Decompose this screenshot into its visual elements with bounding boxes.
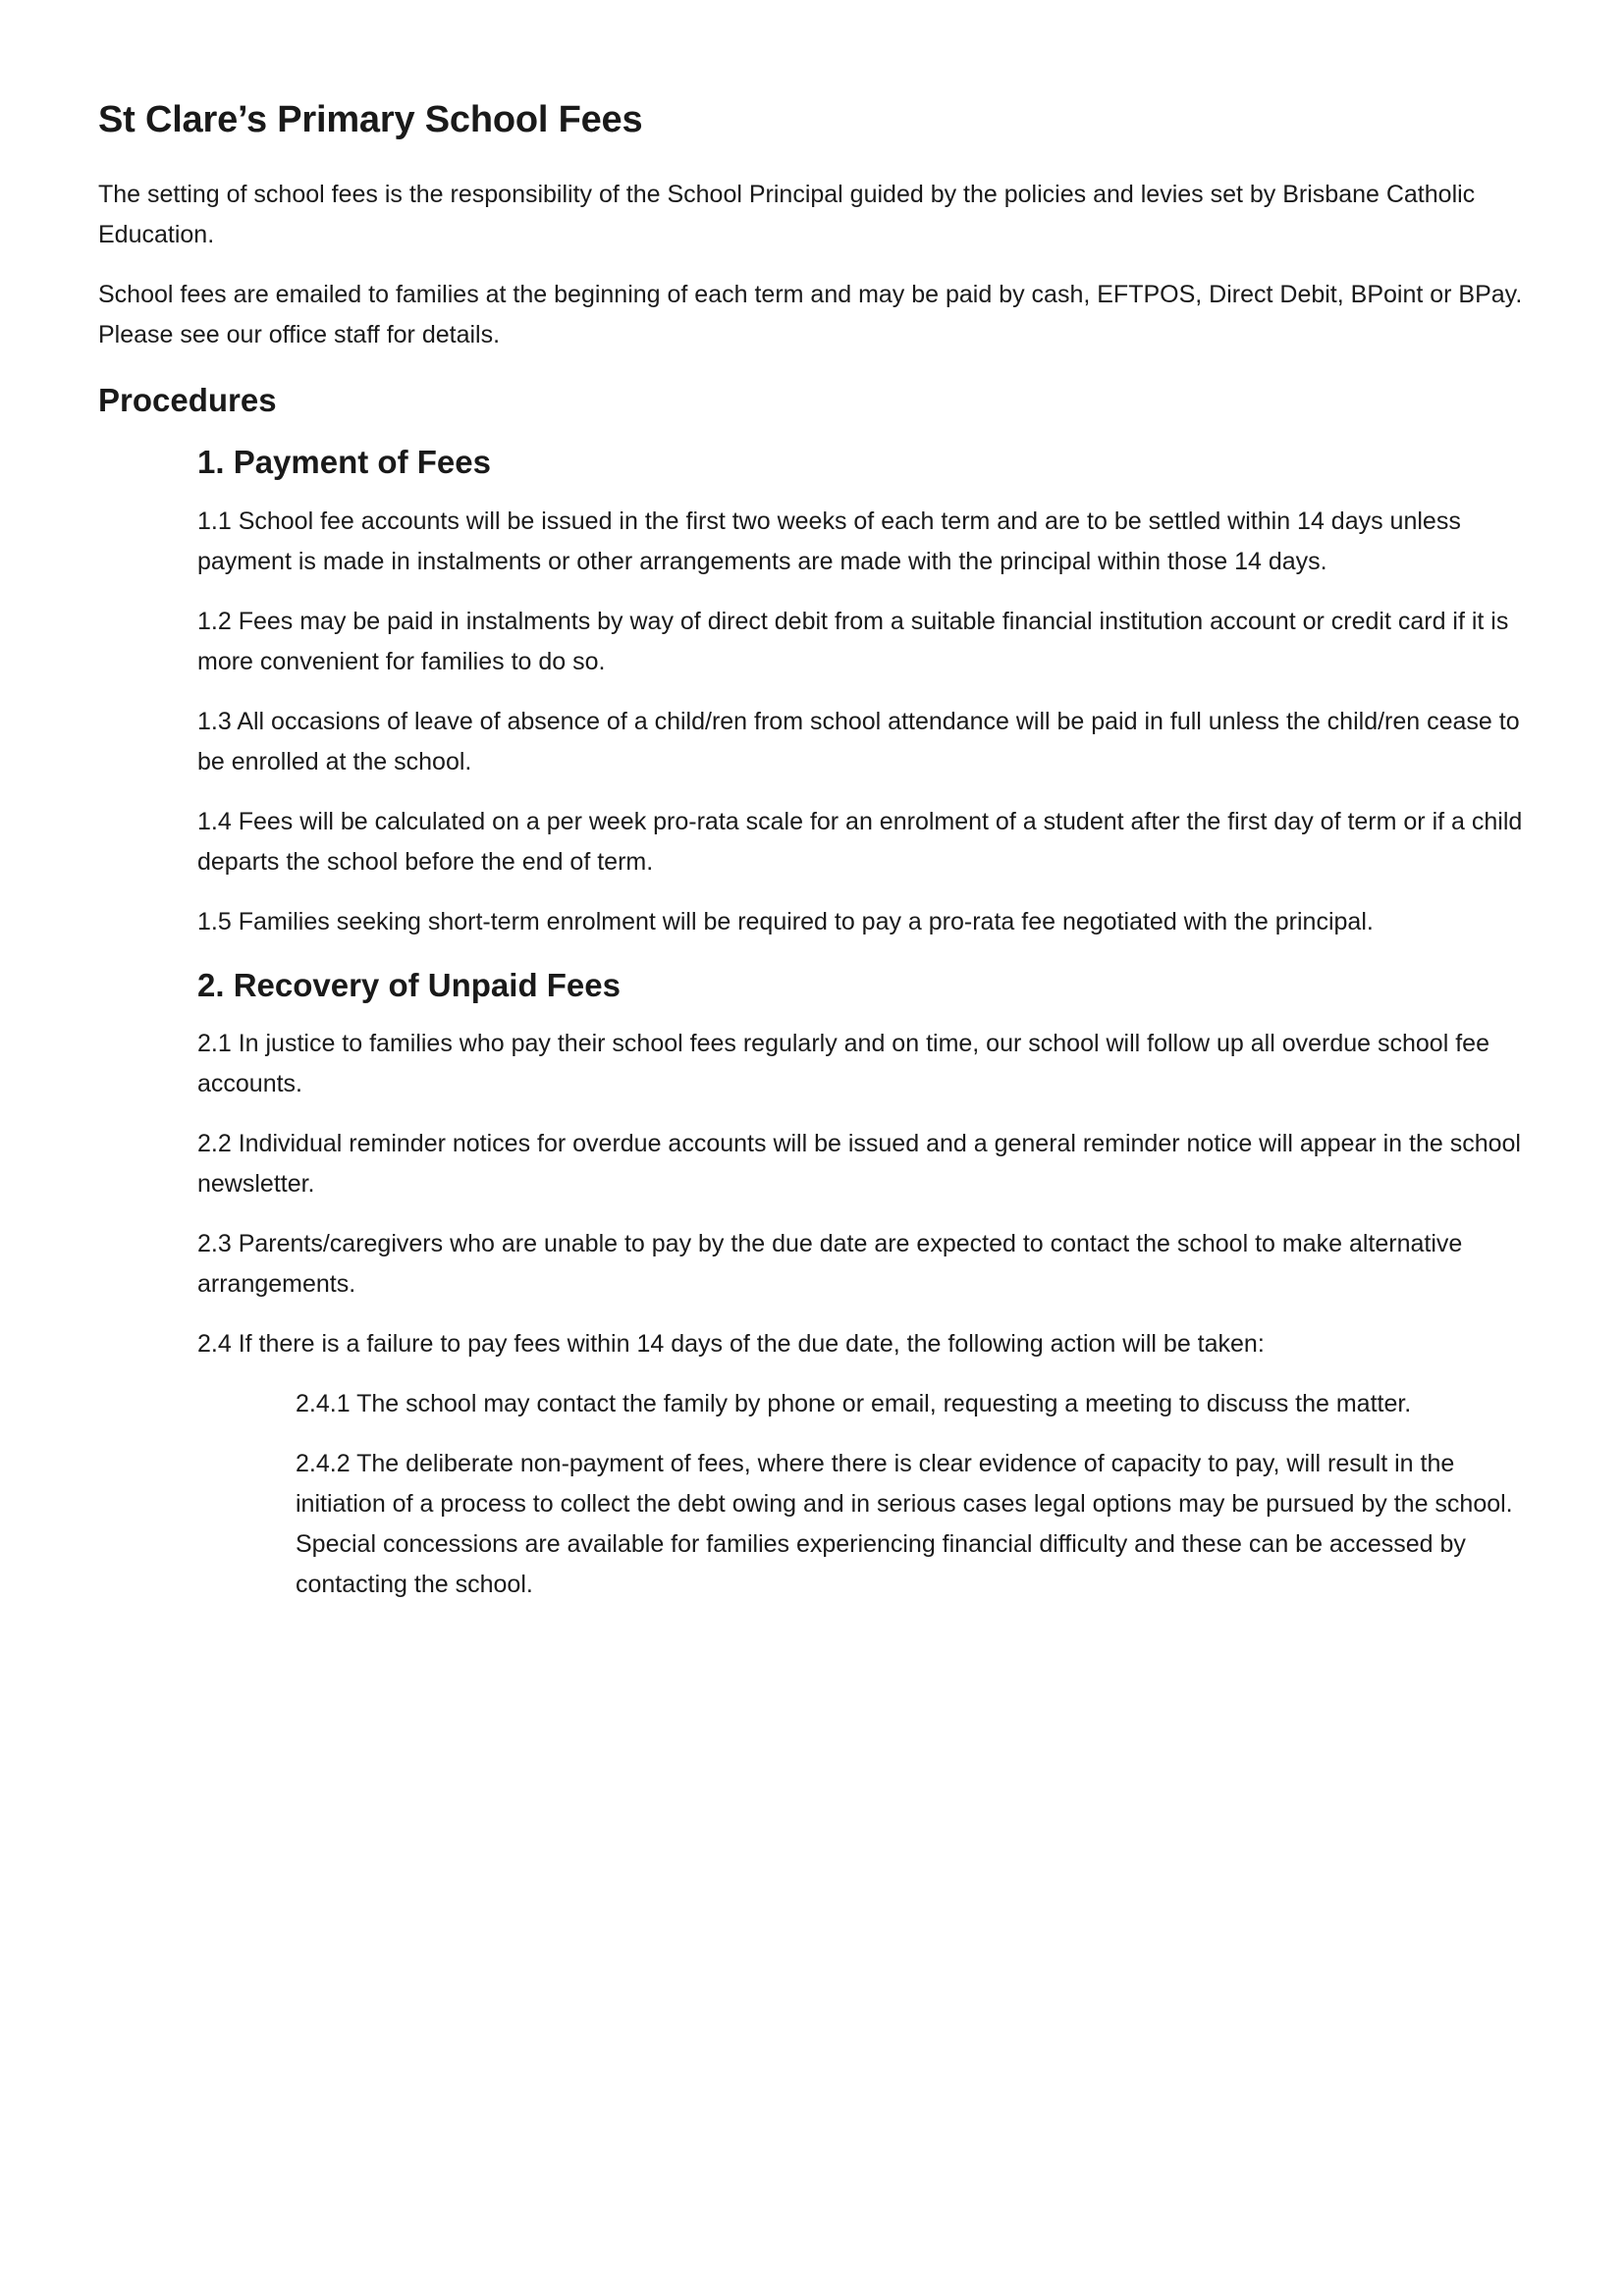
intro-paragraph-responsibility: The setting of school fees is the responsibility of the School Principal guided by the policies and levies set by Brisbane Catholic Education. xyxy=(98,180,1476,248)
section-heading-recovery-of-unpaid-fees: 2. Recovery of Unpaid Fees xyxy=(197,966,621,1003)
clause-2-1: 2.1 In justice to families who pay their school fees regularly and on time, our school will follow up all overdue school fee accounts. xyxy=(197,1030,1489,1098)
clause-1-2: 1.2 Fees may be paid in instalments by way of direct debit from a suitable financial institution account or credit card if it is more convenient for families to do so. xyxy=(197,607,1509,675)
section-heading-payment-of-fees: 1. Payment of Fees xyxy=(197,444,491,481)
clause-2-4-2: 2.4.2 The deliberate non-payment of fees, where there is clear evidence of capacity to pay, will result in the initiation of a process to collect the debt owing and in serious cases legal options may be pursued by the school. Special concessions are available for families experiencing financial difficulty and these can be accessed by contacting the school. xyxy=(296,1450,1513,1599)
procedures-heading: Procedures xyxy=(98,381,277,418)
clause-1-3: 1.3 All occasions of leave of absence of a child/ren from school attendance will be paid in full unless the child/ren cease to be enrolled at the school. xyxy=(197,707,1520,775)
clause-2-4: 2.4 If there is a failure to pay fees within 14 days of the due date, the following action will be taken: xyxy=(197,1330,1265,1359)
clause-2-2: 2.2 Individual reminder notices for overdue accounts will be issued and a general reminder notice will appear in the school newsletter. xyxy=(197,1130,1521,1199)
clause-1-4: 1.4 Fees will be calculated on a per week pro-rata scale for an enrolment of a student after the first day of term or if a child departs the school before the end of term. xyxy=(197,807,1523,876)
document-content xyxy=(98,98,1542,1625)
clause-1-5: 1.5 Families seeking short-term enrolment will be required to pay a pro-rata fee negotiated with the principal. xyxy=(197,907,1374,935)
clause-2-3: 2.3 Parents/caregivers who are unable to pay by the due date are expected to contact the school to make alternative arrangements. xyxy=(197,1230,1463,1299)
clause-2-4-1: 2.4.1 The school may contact the family by phone or email, requesting a meeting to discuss the matter. xyxy=(296,1390,1412,1418)
clause-1-1: 1.1 School fee accounts will be issued in the first two weeks of each term and are to be settled within 14 days unless payment is made in instalments or other arrangements are made with the principal within those 14 days. xyxy=(197,507,1461,575)
document-title: St Clare’s Primary School Fees xyxy=(98,99,643,140)
intro-paragraph-payment-methods: School fees are emailed to families at the beginning of each term and may be paid by cash, EFTPOS, Direct Debit, BPoint or BPay. Please see our office staff for details. xyxy=(98,280,1523,348)
